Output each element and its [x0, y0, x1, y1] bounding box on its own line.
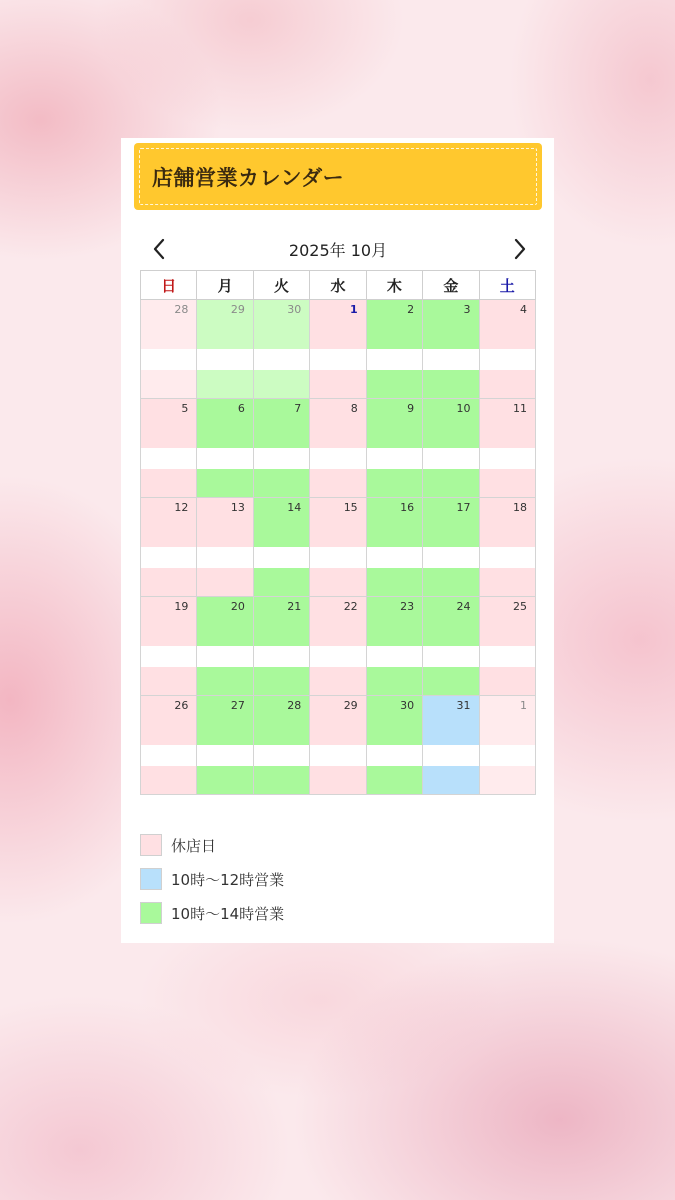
- day-status-bar: [423, 667, 478, 695]
- legend-swatch: [140, 902, 162, 924]
- day-status-bar: [197, 766, 252, 794]
- legend-item-closed: [140, 828, 284, 862]
- day-number: 10: [423, 399, 478, 448]
- day-number: 26: [141, 696, 196, 745]
- calendar-day[interactable]: [480, 696, 535, 794]
- day-number: 19: [141, 597, 196, 646]
- calendar-day[interactable]: [480, 399, 535, 497]
- calendar-day[interactable]: [254, 597, 309, 695]
- day-number: 3: [423, 300, 478, 349]
- day-status-bar: [480, 667, 535, 695]
- calendar-week-row: [141, 399, 536, 498]
- calendar-day-cell: [366, 597, 422, 696]
- legend-item-long: [140, 896, 284, 930]
- calendar-day-cell: [197, 399, 253, 498]
- calendar-day[interactable]: [423, 696, 478, 794]
- weekday-wednesday: 水: [310, 271, 366, 300]
- day-status-bar: [480, 370, 535, 398]
- page-title: 店舗営業カレンダー: [152, 165, 345, 190]
- calendar-day[interactable]: [367, 300, 422, 398]
- day-status-bar: [480, 766, 535, 794]
- weekday-saturday: 土: [479, 271, 535, 300]
- day-spacer: [367, 349, 422, 370]
- day-spacer: [310, 448, 365, 469]
- day-spacer: [141, 745, 196, 766]
- calendar-week-row: [141, 300, 536, 399]
- legend-label: 10時〜14時営業: [171, 904, 285, 923]
- day-number: 5: [141, 399, 196, 448]
- calendar-day[interactable]: [423, 300, 478, 398]
- day-number: 1: [310, 300, 365, 349]
- day-spacer: [480, 745, 535, 766]
- day-status-bar: [480, 568, 535, 596]
- day-number: 28: [141, 300, 196, 349]
- calendar-day[interactable]: [197, 696, 252, 794]
- calendar-day-cell: [141, 498, 197, 597]
- title-banner: [134, 143, 542, 210]
- calendar-day[interactable]: [254, 696, 309, 794]
- calendar-day[interactable]: [141, 399, 196, 497]
- weekday-header-row: [141, 271, 536, 300]
- day-spacer: [310, 547, 365, 568]
- calendar-day[interactable]: [141, 498, 196, 596]
- day-spacer: [367, 547, 422, 568]
- calendar-day[interactable]: [254, 399, 309, 497]
- day-status-bar: [367, 568, 422, 596]
- day-status-bar: [141, 766, 196, 794]
- calendar-day[interactable]: [423, 498, 478, 596]
- legend-swatch: [140, 834, 162, 856]
- day-status-bar: [197, 370, 252, 398]
- calendar-day-cell: [310, 300, 366, 399]
- calendar-day-cell: [197, 498, 253, 597]
- calendar-day-cell: [423, 696, 479, 795]
- calendar-day-cell: [197, 696, 253, 795]
- day-spacer: [254, 745, 309, 766]
- day-number: 27: [197, 696, 252, 745]
- day-status-bar: [197, 667, 252, 695]
- day-number: 7: [254, 399, 309, 448]
- day-number: 20: [197, 597, 252, 646]
- day-number: 29: [310, 696, 365, 745]
- calendar-day[interactable]: [141, 597, 196, 695]
- day-status-bar: [310, 568, 365, 596]
- calendar-grid: [140, 270, 536, 795]
- legend-label: 10時〜12時営業: [171, 870, 285, 889]
- day-status-bar: [254, 667, 309, 695]
- day-status-bar: [141, 568, 196, 596]
- day-status-bar: [310, 667, 365, 695]
- title-banner-border: [139, 148, 537, 205]
- weekday-thursday: 木: [366, 271, 422, 300]
- day-status-bar: [480, 469, 535, 497]
- day-status-bar: [367, 469, 422, 497]
- day-status-bar: [254, 370, 309, 398]
- weekday-monday: 月: [197, 271, 253, 300]
- day-number: 9: [367, 399, 422, 448]
- calendar-day-cell: [253, 300, 309, 399]
- calendar-day[interactable]: [423, 399, 478, 497]
- day-number: 12: [141, 498, 196, 547]
- legend-item-short: [140, 862, 284, 896]
- day-spacer: [197, 646, 252, 667]
- calendar-day-cell: [310, 696, 366, 795]
- calendar-day-cell: [141, 696, 197, 795]
- day-spacer: [367, 745, 422, 766]
- weekday-sunday: 日: [141, 271, 197, 300]
- legend-swatch: [140, 868, 162, 890]
- day-number: 2: [367, 300, 422, 349]
- calendar-day-cell: [141, 399, 197, 498]
- day-status-bar: [254, 469, 309, 497]
- day-number: 18: [480, 498, 535, 547]
- day-spacer: [423, 745, 478, 766]
- calendar-day-cell: [310, 597, 366, 696]
- calendar-day-cell: [366, 498, 422, 597]
- calendar-day[interactable]: [367, 696, 422, 794]
- day-number: 30: [254, 300, 309, 349]
- calendar-day[interactable]: [310, 597, 365, 695]
- calendar-day-cell: [479, 696, 535, 795]
- day-number: 11: [480, 399, 535, 448]
- calendar-day-cell: [253, 696, 309, 795]
- day-number: 21: [254, 597, 309, 646]
- day-status-bar: [423, 568, 478, 596]
- calendar-day-cell: [253, 498, 309, 597]
- calendar-day[interactable]: [141, 696, 196, 794]
- calendar-day-cell: [479, 597, 535, 696]
- calendar-day[interactable]: [197, 399, 252, 497]
- day-spacer: [423, 448, 478, 469]
- day-number: 4: [480, 300, 535, 349]
- calendar-day-cell: [141, 300, 197, 399]
- day-spacer: [423, 646, 478, 667]
- day-spacer: [254, 349, 309, 370]
- weekday-friday: 金: [423, 271, 479, 300]
- calendar-day-cell: [197, 597, 253, 696]
- calendar-day-cell: [423, 300, 479, 399]
- day-spacer: [254, 448, 309, 469]
- day-status-bar: [254, 568, 309, 596]
- calendar-day[interactable]: [367, 597, 422, 695]
- day-status-bar: [367, 667, 422, 695]
- day-spacer: [310, 349, 365, 370]
- day-spacer: [480, 646, 535, 667]
- calendar-day[interactable]: [197, 597, 252, 695]
- day-number: 1: [480, 696, 535, 745]
- day-spacer: [254, 646, 309, 667]
- calendar-week-row: [141, 597, 536, 696]
- calendar-day-cell: [423, 399, 479, 498]
- day-status-bar: [367, 370, 422, 398]
- calendar-day[interactable]: [480, 300, 535, 398]
- weekday-tuesday: 火: [253, 271, 309, 300]
- calendar-day[interactable]: [310, 696, 365, 794]
- calendar-day-cell: [479, 399, 535, 498]
- day-spacer: [310, 745, 365, 766]
- day-spacer: [310, 646, 365, 667]
- calendar-day-cell: [479, 498, 535, 597]
- day-spacer: [423, 547, 478, 568]
- day-status-bar: [310, 766, 365, 794]
- calendar-card: [121, 138, 554, 943]
- day-number: 8: [310, 399, 365, 448]
- day-number: 17: [423, 498, 478, 547]
- day-status-bar: [310, 469, 365, 497]
- month-label: 2025年 10月: [288, 241, 388, 260]
- calendar-day[interactable]: [423, 597, 478, 695]
- day-number: 13: [197, 498, 252, 547]
- day-spacer: [480, 448, 535, 469]
- day-number: 29: [197, 300, 252, 349]
- calendar-day-cell: [141, 597, 197, 696]
- calendar-body: [141, 300, 536, 795]
- chevron-right-icon: [512, 237, 528, 261]
- day-number: 24: [423, 597, 478, 646]
- day-number: 16: [367, 498, 422, 547]
- day-spacer: [141, 547, 196, 568]
- day-status-bar: [423, 469, 478, 497]
- day-spacer: [480, 349, 535, 370]
- calendar-day-cell: [423, 498, 479, 597]
- day-number: 6: [197, 399, 252, 448]
- day-spacer: [367, 646, 422, 667]
- calendar-week-row: [141, 498, 536, 597]
- day-status-bar: [254, 766, 309, 794]
- calendar-day[interactable]: [197, 498, 252, 596]
- calendar-day-cell: [310, 399, 366, 498]
- day-number: 25: [480, 597, 535, 646]
- day-number: 22: [310, 597, 365, 646]
- calendar-day[interactable]: [141, 300, 196, 398]
- day-number: 28: [254, 696, 309, 745]
- calendar-day-cell: [366, 696, 422, 795]
- day-spacer: [141, 646, 196, 667]
- day-status-bar: [423, 370, 478, 398]
- day-spacer: [480, 547, 535, 568]
- calendar-day[interactable]: [480, 498, 535, 596]
- day-spacer: [141, 349, 196, 370]
- legend: [140, 828, 284, 930]
- next-month-button[interactable]: [505, 234, 535, 264]
- calendar-day-cell: [310, 498, 366, 597]
- day-status-bar: [197, 469, 252, 497]
- calendar-day-cell: [423, 597, 479, 696]
- calendar-day[interactable]: [310, 498, 365, 596]
- calendar-week-row: [141, 696, 536, 795]
- day-spacer: [254, 547, 309, 568]
- day-spacer: [423, 349, 478, 370]
- day-status-bar: [141, 667, 196, 695]
- month-navigation: [140, 234, 536, 264]
- calendar-day-cell: [253, 399, 309, 498]
- calendar-day[interactable]: [197, 300, 252, 398]
- day-status-bar: [197, 568, 252, 596]
- calendar-day-cell: [479, 300, 535, 399]
- day-number: 31: [423, 696, 478, 745]
- calendar-day[interactable]: [310, 399, 365, 497]
- calendar-day[interactable]: [480, 597, 535, 695]
- calendar-day[interactable]: [254, 300, 309, 398]
- day-spacer: [197, 547, 252, 568]
- calendar-day[interactable]: [367, 498, 422, 596]
- day-number: 23: [367, 597, 422, 646]
- day-status-bar: [141, 370, 196, 398]
- calendar-day[interactable]: [310, 300, 365, 398]
- day-status-bar: [367, 766, 422, 794]
- calendar-day-cell: [366, 300, 422, 399]
- day-number: 30: [367, 696, 422, 745]
- calendar-day-cell: [366, 399, 422, 498]
- day-status-bar: [141, 469, 196, 497]
- day-spacer: [141, 448, 196, 469]
- calendar-day-cell: [253, 597, 309, 696]
- calendar-day-cell: [197, 300, 253, 399]
- day-number: 15: [310, 498, 365, 547]
- day-spacer: [197, 448, 252, 469]
- day-number: 14: [254, 498, 309, 547]
- calendar-day[interactable]: [367, 399, 422, 497]
- day-spacer: [197, 349, 252, 370]
- legend-label: 休店日: [171, 836, 217, 855]
- calendar-day[interactable]: [254, 498, 309, 596]
- day-spacer: [367, 448, 422, 469]
- day-spacer: [197, 745, 252, 766]
- day-status-bar: [423, 766, 478, 794]
- day-status-bar: [310, 370, 365, 398]
